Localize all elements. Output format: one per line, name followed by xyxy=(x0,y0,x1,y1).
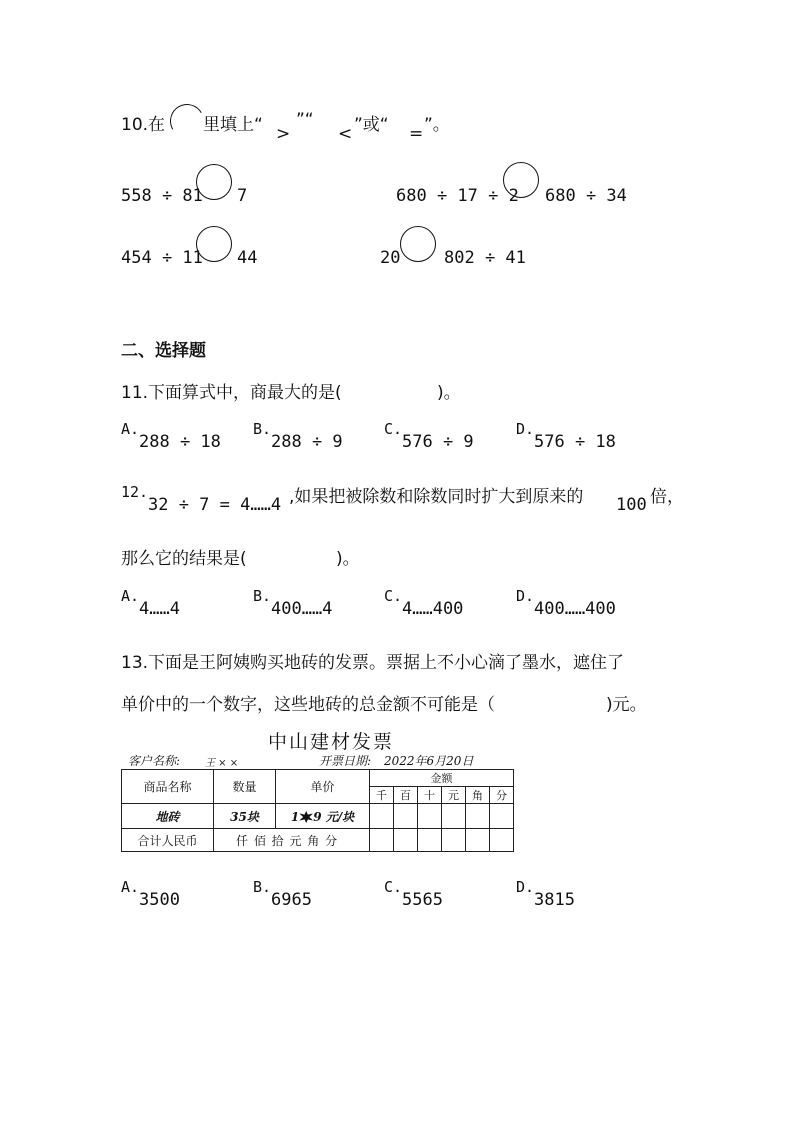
invoice-price-rest: 9 元/块 xyxy=(313,809,355,824)
q10-item1-blank[interactable] xyxy=(196,164,232,200)
q10-item2-left: 680 ÷ 17 ÷ 2 xyxy=(396,186,519,206)
q12-option-a: 4……4 xyxy=(139,599,180,619)
invoice-unit-fen: 分 xyxy=(490,787,514,804)
q10-middle: 里填上“ xyxy=(203,115,263,135)
q12-option-c-label[interactable]: C. xyxy=(384,587,403,605)
invoice-col-qty: 数量 xyxy=(214,770,276,804)
invoice-cell xyxy=(490,829,514,852)
invoice-customer-value: 王 × × xyxy=(205,758,239,769)
q10-item4-right: 802 ÷ 41 xyxy=(444,248,526,268)
section-title: 二、选择题 xyxy=(121,341,206,361)
q11-option-d-label[interactable]: D. xyxy=(516,420,535,438)
invoice-unit-jiao: 角 xyxy=(466,787,490,804)
q13-option-d: 3815 xyxy=(534,890,575,910)
q10-item3-blank[interactable] xyxy=(196,226,232,262)
invoice-cell xyxy=(394,804,418,829)
q11-option-c: 576 ÷ 9 xyxy=(402,432,474,452)
q12-stem: ,如果把被除数和除数同时扩大到原来的 xyxy=(289,487,584,507)
q12-option-b: 400……4 xyxy=(271,599,333,619)
invoice-cell xyxy=(466,829,490,852)
ink-blot-icon xyxy=(299,811,313,823)
invoice-col-name: 商品名称 xyxy=(122,770,214,804)
q13-line2-end: )元。 xyxy=(606,695,647,715)
invoice-total-units: 仟 佰 拾 元 角 分 xyxy=(214,829,370,852)
invoice-cell xyxy=(418,829,442,852)
invoice-customer-label: 客户名称: xyxy=(128,754,181,768)
invoice-col-price: 单价 xyxy=(276,770,370,804)
q11-stem-end: )。 xyxy=(437,383,461,403)
q10-item3-right: 44 xyxy=(237,248,258,268)
invoice-item-name: 地砖 xyxy=(122,804,214,829)
q13-line1: 13.下面是王阿姨购买地砖的发票。票据上不小心滴了墨水，遮住了 xyxy=(121,653,625,673)
invoice-cell xyxy=(370,829,394,852)
q11-option-b-label[interactable]: B. xyxy=(253,420,272,438)
q13-option-c-label[interactable]: C. xyxy=(384,878,403,896)
q10-item2-blank[interactable] xyxy=(503,162,539,198)
q13-option-b: 6965 xyxy=(271,890,312,910)
q10-op-eq: = xyxy=(409,124,424,144)
q11-option-a: 288 ÷ 18 xyxy=(139,432,221,452)
q11-option-b: 288 ÷ 9 xyxy=(271,432,343,452)
invoice-unit-ten: 十 xyxy=(418,787,442,804)
q10-item3-left: 454 ÷ 11 xyxy=(121,248,203,268)
invoice-col-amount: 金额 xyxy=(370,770,514,787)
q12-line2-end: )。 xyxy=(336,549,360,569)
q10-item4-blank[interactable] xyxy=(400,226,436,262)
q12-option-a-label[interactable]: A. xyxy=(121,587,140,605)
q11-option-d: 576 ÷ 18 xyxy=(534,432,616,452)
invoice-total-label: 合计人民币 xyxy=(122,829,214,852)
q13-option-a: 3500 xyxy=(139,890,180,910)
invoice-date-label: 开票日期: xyxy=(319,754,372,768)
q10-item1-left: 558 ÷ 81 xyxy=(121,186,203,206)
q10-op-gt: > xyxy=(276,124,291,144)
q11-option-c-label[interactable]: C. xyxy=(384,420,403,438)
q10-op-lt: < xyxy=(338,124,353,144)
invoice-cell xyxy=(490,804,514,829)
q10-prefix: 10.在 xyxy=(121,115,166,135)
invoice-cell xyxy=(370,804,394,829)
q12-option-b-label[interactable]: B. xyxy=(253,587,272,605)
q12-number: 12. xyxy=(121,483,149,501)
q11-stem: 11.下面算式中，商最大的是( xyxy=(121,383,342,403)
invoice-item-qty: 35块 xyxy=(214,804,276,829)
q10-quote: ”“ xyxy=(296,110,314,130)
q10-item4-left: 20 xyxy=(380,248,401,268)
q13-option-d-label[interactable]: D. xyxy=(516,878,535,896)
q10-or: ”或“ xyxy=(354,115,389,135)
q10-item2-right: 680 ÷ 34 xyxy=(545,186,627,206)
invoice-cell xyxy=(442,829,466,852)
q13-line2: 单价中的一个数字，这些地砖的总金额不可能是（ xyxy=(121,695,495,715)
invoice-cell xyxy=(466,804,490,829)
q10-end: ”。 xyxy=(424,115,450,135)
invoice-cell xyxy=(394,829,418,852)
invoice-price-digit: 1 xyxy=(290,809,300,824)
invoice-unit-yuan: 元 xyxy=(442,787,466,804)
q12-option-c: 4……400 xyxy=(402,599,464,619)
q13-option-b-label[interactable]: B. xyxy=(253,878,272,896)
blank-circle-icon xyxy=(166,100,208,142)
invoice-cell xyxy=(442,804,466,829)
invoice-cell xyxy=(418,804,442,829)
invoice-item-price xyxy=(276,804,370,829)
q10-item1-right: 7 xyxy=(237,186,248,206)
q12-factor: 100 xyxy=(616,495,647,515)
q13-option-a-label[interactable]: A. xyxy=(121,878,140,896)
q12-line2: 那么它的结果是( xyxy=(121,549,247,569)
invoice-unit-thousand: 千 xyxy=(370,787,394,804)
q12-option-d-label[interactable]: D. xyxy=(516,587,535,605)
q11-option-a-label[interactable]: A. xyxy=(121,420,140,438)
invoice-unit-hundred: 百 xyxy=(394,787,418,804)
invoice-table xyxy=(121,769,514,852)
q12-stem2: 倍， xyxy=(650,487,684,507)
q12-expression: 32 ÷ 7 = 4……4 xyxy=(148,495,282,515)
invoice-title: 中山建材发票 xyxy=(268,731,395,753)
q13-option-c: 5565 xyxy=(402,890,443,910)
invoice-date-value: 2022年6月20日 xyxy=(384,754,474,768)
q12-option-d: 400……400 xyxy=(534,599,616,619)
